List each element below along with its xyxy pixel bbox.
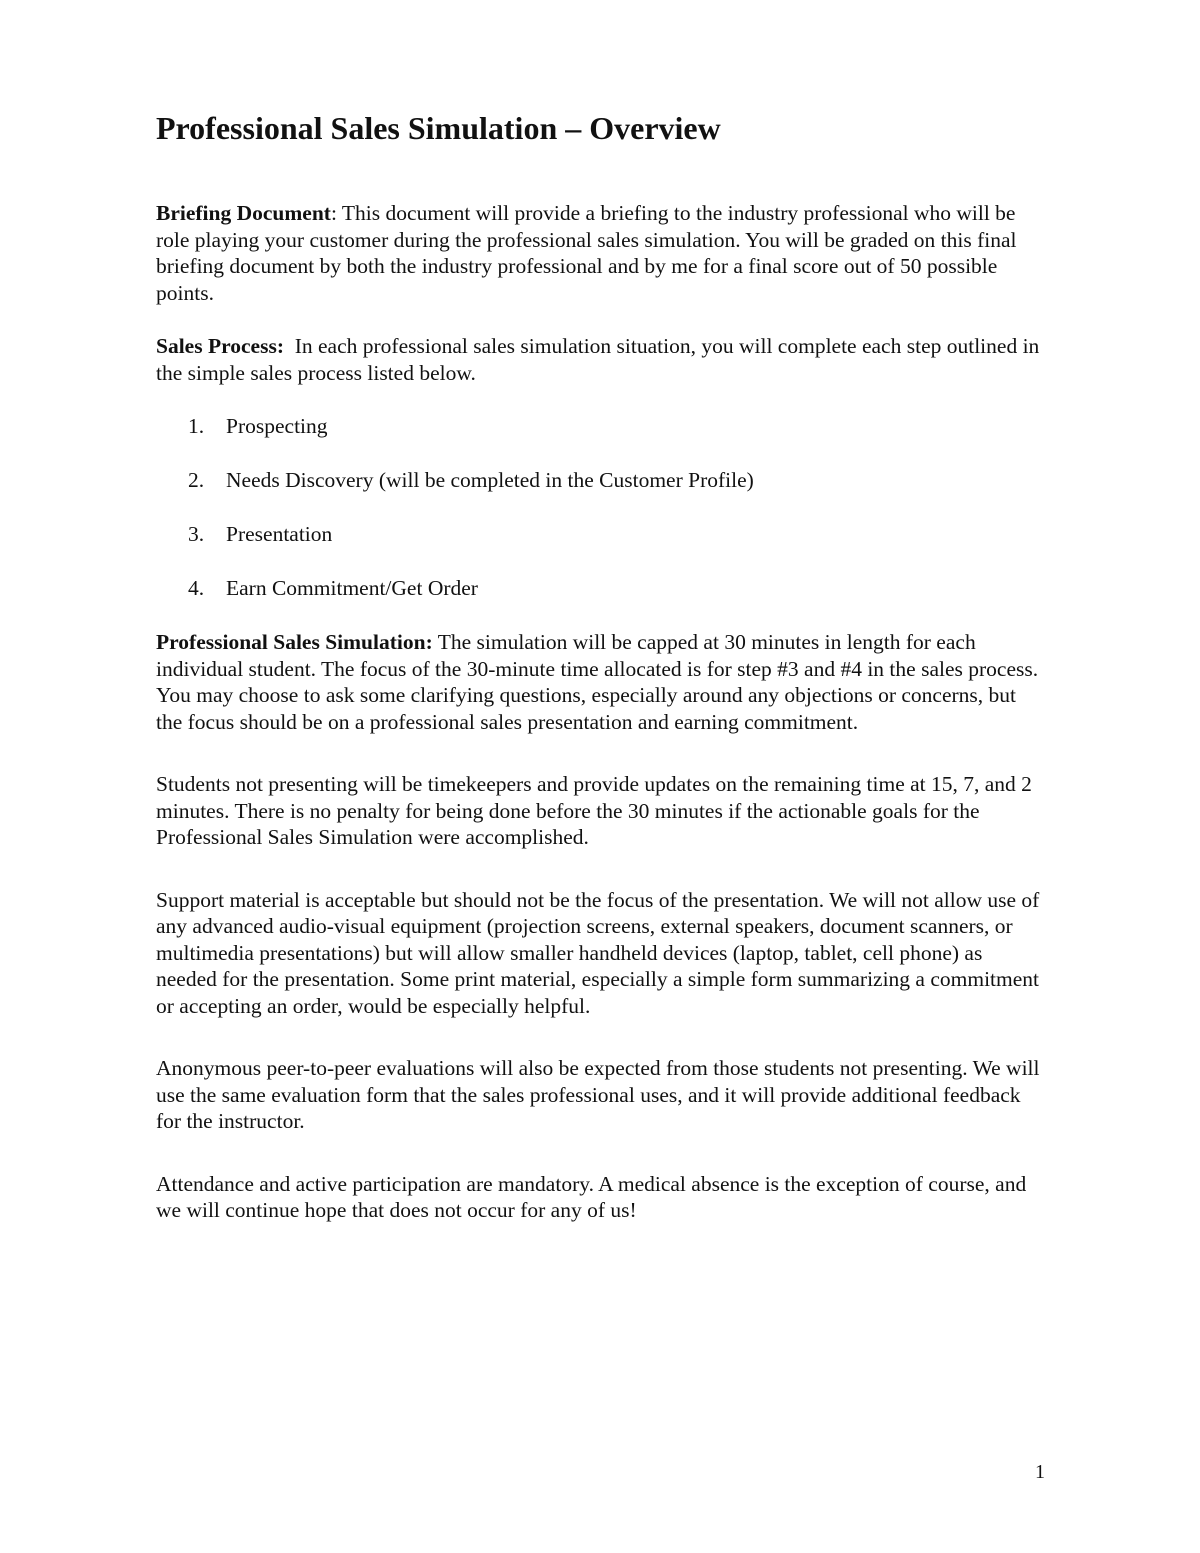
page-title: Professional Sales Simulation – Overview bbox=[156, 110, 721, 146]
support-material-paragraph: Support material is acceptable but should not be the focus of the presentation. We will not allow use of any advanced audio-visual equipment (projection screens, external speakers, document scanners, or multimedia presentations) but will allow smaller handheld devices (laptop, tablet, cell phone) as needed for the presentation. Some print material, especially a simple form summarizing a commitment or accepting an order, would be especially helpful. bbox=[156, 887, 1040, 1018]
simulation-paragraph bbox=[156, 629, 1046, 735]
step-number: 3. bbox=[188, 522, 205, 546]
page-number: 1 bbox=[1035, 1461, 1045, 1483]
step-number: 1. bbox=[188, 414, 205, 438]
sales-process-label: Sales Process: bbox=[156, 334, 284, 358]
list-item bbox=[156, 413, 1046, 440]
list-item bbox=[156, 575, 1046, 602]
step-number: 4. bbox=[188, 576, 205, 600]
sales-process-paragraph bbox=[156, 333, 1046, 386]
briefing-text: : This document will provide a briefing to the industry professional who will be role playing your customer during the professional sales simulation. You will be graded on this final briefing document by both the industry professional and by me for a final score out of 50 possible points. bbox=[156, 201, 1017, 305]
step-number: 2. bbox=[188, 468, 205, 492]
sales-process-text: In each professional sales simulation situation, you will complete each step outlined in the simple sales process listed below. bbox=[156, 334, 1045, 385]
list-item bbox=[156, 467, 1046, 494]
simulation-text: The simulation will be capped at 30 minutes in length for each individual student. The focus of the 30-minute time allocated is for step #3 and #4 in the sales process. You may choose to ask some clarifying questions, especially around any objections or concerns, but the focus should be on a professional sales presentation and earning commitment. bbox=[156, 630, 1039, 734]
step-text: Earn Commitment/Get Order bbox=[226, 576, 478, 600]
briefing-label: Briefing Document bbox=[156, 201, 331, 225]
step-text: Needs Discovery (will be completed in the Customer Profile) bbox=[226, 468, 754, 492]
simulation-label: Professional Sales Simulation: bbox=[156, 630, 433, 654]
attendance-paragraph: Attendance and active participation are mandatory. A medical absence is the exception of course, and we will continue hope that does not occur for any of us! bbox=[156, 1171, 1027, 1222]
sales-process-steps bbox=[156, 413, 1046, 602]
peer-evaluations-paragraph: Anonymous peer-to-peer evaluations will also be expected from those students not presenting. We will use the same evaluation form that the sales professional uses, and it will provide additional feedback for the instructor. bbox=[156, 1056, 1040, 1133]
timekeepers-paragraph: Students not presenting will be timekeepers and provide updates on the remaining time at 15, 7, and 2 minutes. There is no penalty for being done before the 30 minutes if the actionable goals for the Professional Sales Simulation were accomplished. bbox=[156, 772, 1032, 849]
step-text: Prospecting bbox=[226, 414, 328, 438]
list-item bbox=[156, 521, 1046, 548]
step-text: Presentation bbox=[226, 522, 333, 546]
briefing-paragraph bbox=[156, 200, 1046, 306]
document-body bbox=[156, 108, 1046, 1251]
